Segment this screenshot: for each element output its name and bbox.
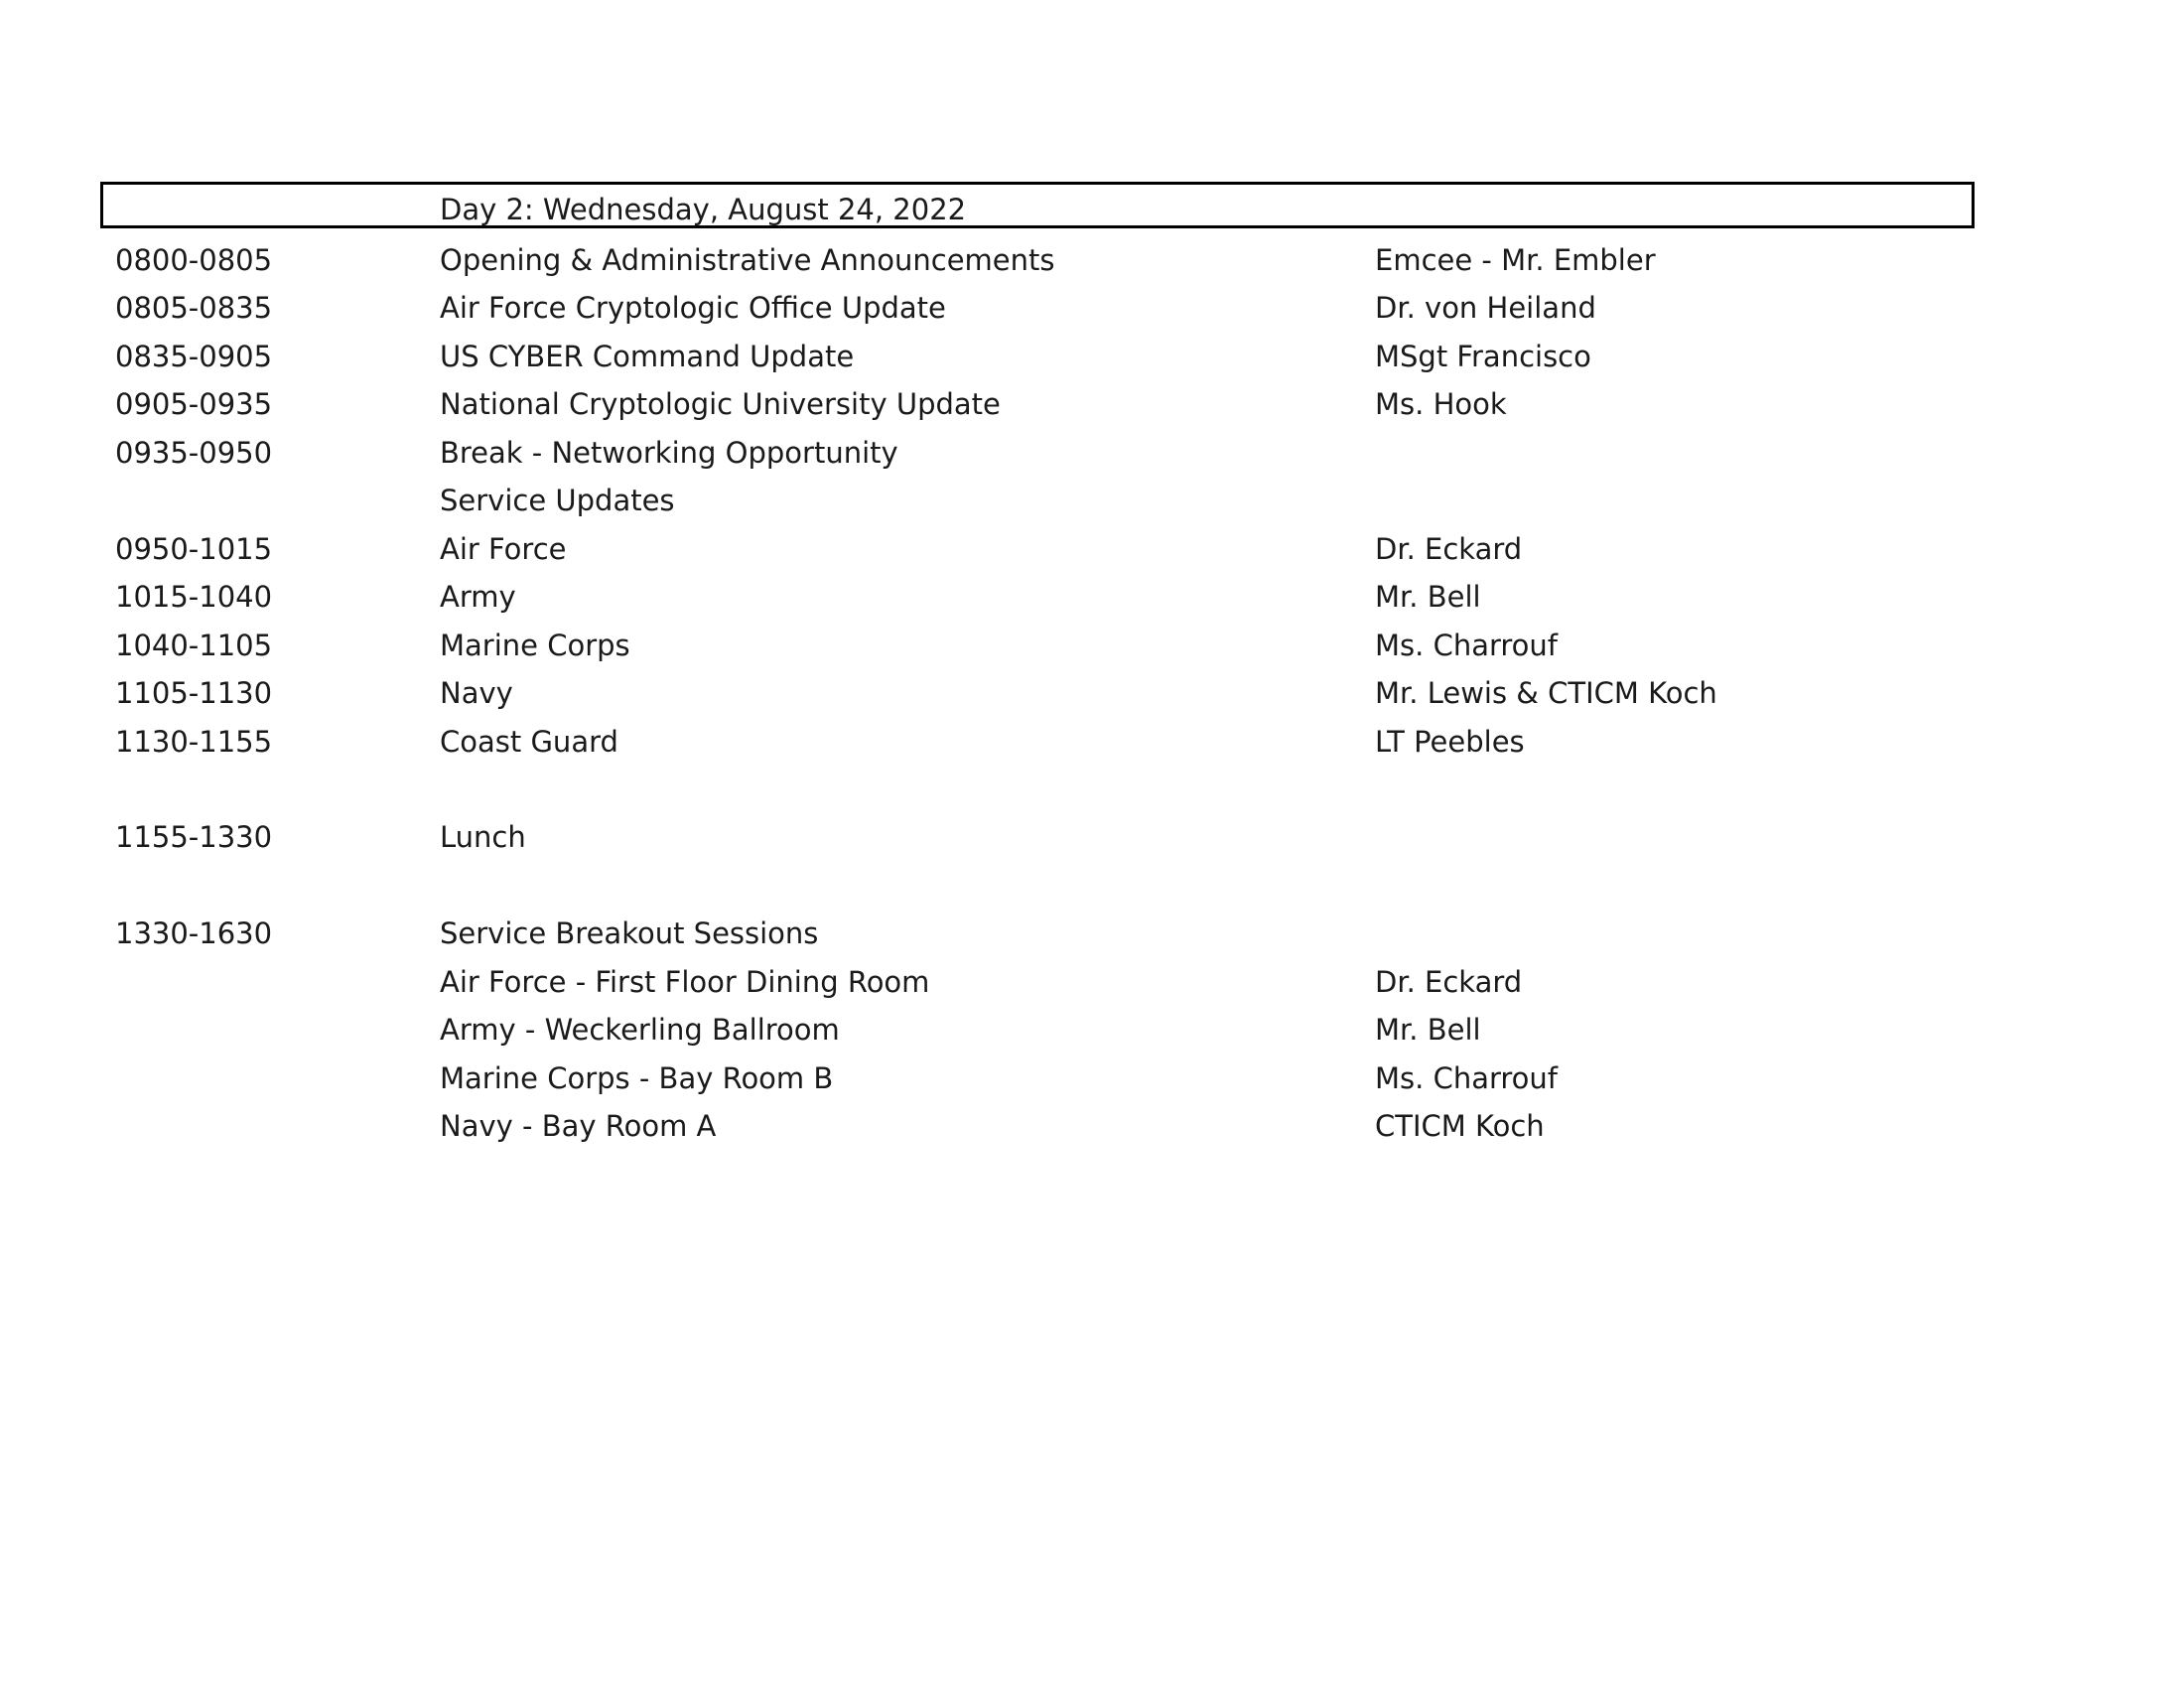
agenda-speaker: Dr. von Heiland [1375,291,1596,326]
agenda-time: 0905-0935 [115,387,273,422]
day-header-box [100,182,1975,228]
agenda-row [0,1058,2184,1106]
agenda-row [0,673,2184,721]
agenda-row [0,722,2184,770]
agenda-speaker: Mr. Bell [1375,1013,1481,1048]
agenda-speaker: Ms. Hook [1375,387,1507,422]
agenda-session: Lunch [440,820,526,855]
agenda-row [0,240,2184,288]
agenda-time: 0935-0950 [115,435,273,470]
agenda-time: 0805-0835 [115,291,273,326]
agenda-session: Navy [440,676,513,711]
agenda-session: Service Updates [440,484,675,518]
agenda-time: 1155-1330 [115,820,273,855]
agenda-time: 1105-1130 [115,676,273,711]
agenda-row [0,1106,2184,1154]
agenda-session: Air Force [440,531,567,566]
agenda-session: US CYBER Command Update [440,339,855,373]
agenda-speaker: Mr. Bell [1375,580,1481,615]
agenda-row [0,384,2184,432]
agenda-speaker: LT Peebles [1375,724,1525,759]
agenda-row [0,1010,2184,1057]
agenda-speaker: Ms. Charrouf [1375,628,1558,662]
agenda-time: 0800-0805 [115,243,273,277]
agenda-speaker: Ms. Charrouf [1375,1060,1558,1095]
agenda-session: Coast Guard [440,724,618,759]
agenda-row [0,288,2184,336]
agenda-row [0,626,2184,673]
agenda-speaker: Dr. Eckard [1375,531,1523,566]
agenda-session: Army - Weckerling Ballroom [440,1013,840,1048]
agenda-speaker: MSgt Francisco [1375,339,1591,373]
agenda-time: 1015-1040 [115,580,273,615]
agenda-time: 1040-1105 [115,628,273,662]
agenda-row [0,962,2184,1010]
agenda-row [0,770,2184,817]
agenda-session: Marine Corps - Bay Room B [440,1060,834,1095]
agenda-time: 0950-1015 [115,531,273,566]
agenda-session: Army [440,580,516,615]
agenda-session: National Cryptologic University Update [440,387,1001,422]
agenda-row [0,914,2184,961]
agenda-session: Air Force Cryptologic Office Update [440,291,946,326]
agenda-row [0,577,2184,625]
agenda-session: Opening & Administrative Announcements [440,243,1055,277]
agenda-session: Air Force - First Floor Dining Room [440,964,930,999]
agenda-time: 1330-1630 [115,916,273,951]
agenda-row [0,433,2184,481]
agenda-row [0,866,2184,914]
agenda-row [0,481,2184,528]
agenda-session: Marine Corps [440,628,630,662]
agenda-row [0,337,2184,384]
agenda-session: Service Breakout Sessions [440,916,819,951]
agenda-session: Navy - Bay Room A [440,1109,717,1144]
agenda-time: 1130-1155 [115,724,273,759]
agenda-row [0,529,2184,577]
agenda-speaker: Dr. Eckard [1375,964,1523,999]
agenda-speaker: CTICM Koch [1375,1109,1545,1144]
agenda-row [0,817,2184,865]
agenda-time: 0835-0905 [115,339,273,373]
agenda-speaker: Emcee - Mr. Embler [1375,243,1656,277]
agenda-speaker: Mr. Lewis & CTICM Koch [1375,676,1717,711]
agenda-session: Break - Networking Opportunity [440,435,898,470]
day-header-title: Day 2: Wednesday, August 24, 2022 [440,193,967,226]
